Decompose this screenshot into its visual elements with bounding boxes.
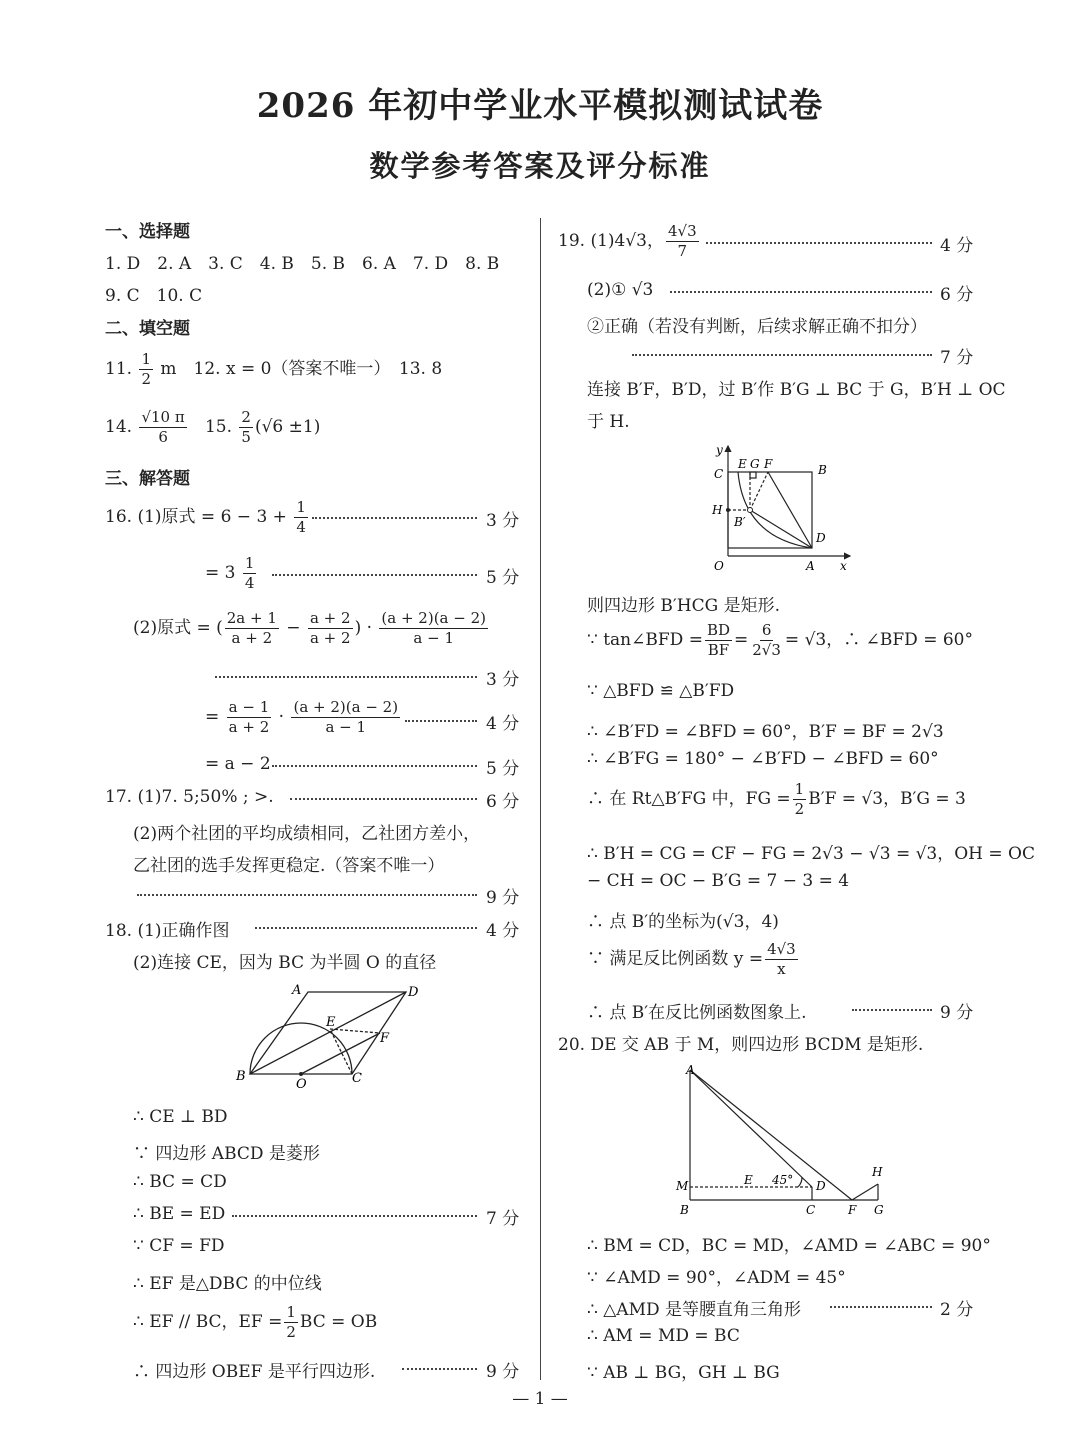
- page-title: 2026 年初中学业水平模拟测试试卷: [256, 86, 824, 126]
- q16-line4: = $\frac{a - 1}{a + 2}$ · $\frac{(a + 2)(a - 2)}{a - 1}$: [205, 698, 399, 736]
- leader-dots: [405, 720, 477, 722]
- svg-text:E: E: [326, 1015, 336, 1030]
- score: 3 分: [486, 670, 520, 690]
- q19-line10: ∴ ∠B′FG = 180° − ∠B′FD − ∠BFD = 60°: [587, 749, 939, 769]
- score: 6 分: [486, 792, 520, 812]
- leader-dots: [830, 1306, 932, 1308]
- q19-line13: − CH = OC − B′G = 7 − 3 = 4: [587, 871, 850, 891]
- q17-line3: 乙社团的选手发挥更稳定.（答案不唯一）: [133, 856, 445, 876]
- score: 4 分: [486, 921, 520, 941]
- leader-dots: [312, 517, 477, 519]
- q18-step7: ∴ EF // BC，EF = $\frac{1}{2}$ BC = OB: [133, 1303, 378, 1341]
- q19-line8: ∵ △BFD ≌ △B′FD: [587, 681, 735, 701]
- answer-11-13: 11. $\frac{1}{2}$ m 12. x = 0（答案不唯一） 13. 8: [105, 350, 443, 388]
- svg-text:C: C: [806, 1203, 816, 1217]
- svg-text:M: M: [676, 1179, 689, 1193]
- score: 2 分: [940, 1300, 974, 1320]
- leader-dots: [632, 354, 932, 356]
- mc-answers-row1: 1. D 2. A 3. C 4. B 5. B 6. A 7. D 8. B: [105, 254, 500, 274]
- q18-step5: ∵ CF = FD: [133, 1236, 225, 1256]
- svg-text:B′: B′: [734, 515, 746, 529]
- q19-line14: ∴ 点 B′的坐标为(√3，4): [587, 912, 779, 932]
- svg-text:O: O: [296, 1077, 307, 1092]
- q18-line2: (2)连接 CE，因为 BC 为半圆 O 的直径: [133, 953, 437, 973]
- svg-text:O: O: [714, 559, 724, 573]
- q18-step6: ∴ EF 是△DBC 的中位线: [133, 1274, 322, 1294]
- q19-line15: ∵ 满足反比例函数 y = $\frac{4√3}{x}$: [587, 940, 796, 978]
- rhombus-figure: [230, 982, 430, 1092]
- q20-line2: ∴ BM = CD，BC = MD，∠AMD = ∠ABC = 90°: [587, 1236, 991, 1256]
- q16-line3: (2)原式 = ( $\frac{2a + 1}{a + 2}$ − $\frac{a + 2}{a + 2}$ ) · $\frac{(a + 2)(a - 2)}{a - 1}$: [133, 609, 486, 647]
- page-subtitle: 数学参考答案及评分标准: [369, 149, 711, 183]
- svg-text:x: x: [840, 559, 847, 573]
- right-triangle-figure: [672, 1060, 902, 1220]
- svg-text:45°: 45°: [772, 1173, 794, 1187]
- leader-dots: [852, 1009, 932, 1011]
- svg-text:A: A: [806, 559, 815, 573]
- svg-text:F: F: [848, 1203, 857, 1217]
- svg-text:A: A: [686, 1063, 695, 1077]
- mc-answers-row2: 9. C 10. C: [105, 286, 203, 306]
- q18-step8: ∴ 四边形 OBEF 是平行四边形.: [133, 1362, 376, 1382]
- q20-line3: ∵ ∠AMD = 90°，∠ADM = 45°: [587, 1268, 846, 1288]
- svg-text:B: B: [818, 463, 827, 477]
- score: 3 分: [486, 511, 520, 531]
- svg-text:C: C: [352, 1071, 362, 1086]
- svg-text:D: D: [816, 1179, 826, 1193]
- svg-text:G: G: [750, 457, 760, 471]
- q19-line16: ∴ 点 B′在反比例函数图象上.: [587, 1003, 807, 1023]
- score: 9 分: [486, 1362, 520, 1382]
- section-fill: 二、填空题: [105, 319, 190, 339]
- q19-line2: (2)① √3: [587, 280, 654, 300]
- leader-dots: [137, 894, 477, 896]
- leader-dots: [215, 676, 477, 678]
- svg-text:B: B: [236, 1069, 246, 1084]
- leader-dots: [290, 798, 477, 800]
- q20-line6: ∵ AB ⊥ BG，GH ⊥ BG: [587, 1363, 780, 1383]
- column-divider: [540, 218, 541, 1380]
- q17-line2: (2)两个社团的平均成绩相同，乙社团方差小，: [133, 824, 481, 844]
- score: 5 分: [486, 759, 520, 779]
- svg-text:H: H: [712, 503, 723, 517]
- score: 4 分: [940, 236, 974, 256]
- q20-line1: 20. DE 交 AB 于 M，则四边形 BCDM 是矩形.: [558, 1035, 924, 1055]
- q19-line1: 19. (1)4√3， $\frac{4√3}{7}$: [558, 222, 697, 260]
- q18-step2: ∵ 四边形 ABCD 是菱形: [133, 1144, 320, 1164]
- page-number: — 1 —: [512, 1389, 568, 1409]
- q19-line12: ∴ B′H = CG = CF − FG = 2√3 − √3 = √3，OH = OC: [587, 844, 1035, 864]
- svg-text:G: G: [874, 1203, 884, 1217]
- score: 5 分: [486, 568, 520, 588]
- q19-line4: 连接 B′F，B′D，过 B′作 B′G ⊥ BC 于 G，B′H ⊥ OC: [587, 380, 1006, 400]
- answer-14-15: 14. $\frac{√10 \pi}{6}$ 15. $\frac{2}{5}$ (√6 ±1): [105, 408, 321, 446]
- svg-text:y: y: [716, 443, 723, 457]
- q19-line6: 则四边形 B′HCG 是矩形.: [587, 596, 780, 616]
- score: 9 分: [486, 888, 520, 908]
- svg-text:H: H: [872, 1165, 883, 1179]
- q19-line5: 于 H.: [587, 412, 630, 432]
- svg-text:B: B: [680, 1203, 689, 1217]
- q18-step4: ∴ BE = ED: [133, 1204, 226, 1224]
- q18-step3: ∴ BC = CD: [133, 1172, 227, 1192]
- coordinate-figure: [700, 440, 860, 580]
- svg-text:A: A: [292, 983, 302, 998]
- score: 9 分: [940, 1003, 974, 1023]
- score: 6 分: [940, 285, 974, 305]
- q20-line5: ∴ AM = MD = BC: [587, 1326, 740, 1346]
- q18-line1: 18. (1)正确作图: [105, 921, 230, 941]
- q16-line2: = 3 $\frac{1}{4}$: [205, 554, 255, 592]
- svg-text:E: E: [738, 457, 747, 471]
- leader-dots: [402, 1368, 477, 1370]
- svg-text:E: E: [744, 1173, 753, 1187]
- section-choice: 一、选择题: [105, 222, 190, 242]
- q16-line5: = a − 2: [205, 754, 271, 774]
- score: 7 分: [486, 1209, 520, 1229]
- leader-dots: [706, 242, 932, 244]
- leader-dots: [670, 291, 932, 293]
- q19-line9: ∴ ∠B′FD = ∠BFD = 60°，B′F = BF = 2√3: [587, 722, 944, 742]
- q19-line7: ∵ tan∠BFD = $\frac{BD}{BF}$ = $\frac{6}{2√3}$ = √3，∴ ∠BFD = 60°: [587, 621, 973, 659]
- svg-text:D: D: [816, 531, 826, 545]
- svg-text:F: F: [764, 457, 773, 471]
- q19-line11: ∴ 在 Rt△B′FG 中，FG = $\frac{1}{2}$ B′F = √3，B′G = 3: [587, 780, 966, 818]
- q17-line1: 17. (1)7. 5;50% ; >.: [105, 787, 274, 807]
- score: 4 分: [486, 714, 520, 734]
- leader-dots: [272, 765, 477, 767]
- leader-dots: [255, 927, 477, 929]
- score: 7 分: [940, 348, 974, 368]
- svg-text:F: F: [380, 1031, 390, 1046]
- leader-dots: [272, 574, 477, 576]
- q19-line3: ②正确（若没有判断，后续求解正确不扣分）: [587, 317, 927, 337]
- q20-line4: ∴ △AMD 是等腰直角三角形: [587, 1300, 802, 1320]
- svg-text:C: C: [714, 467, 724, 481]
- svg-text:D: D: [408, 985, 419, 1000]
- section-solve: 三、解答题: [105, 469, 190, 489]
- q18-step1: ∴ CE ⊥ BD: [133, 1107, 228, 1127]
- q16-line1: 16. (1)原式 = 6 − 3 + $\frac{1}{4}$: [105, 498, 306, 536]
- leader-dots: [232, 1215, 477, 1217]
